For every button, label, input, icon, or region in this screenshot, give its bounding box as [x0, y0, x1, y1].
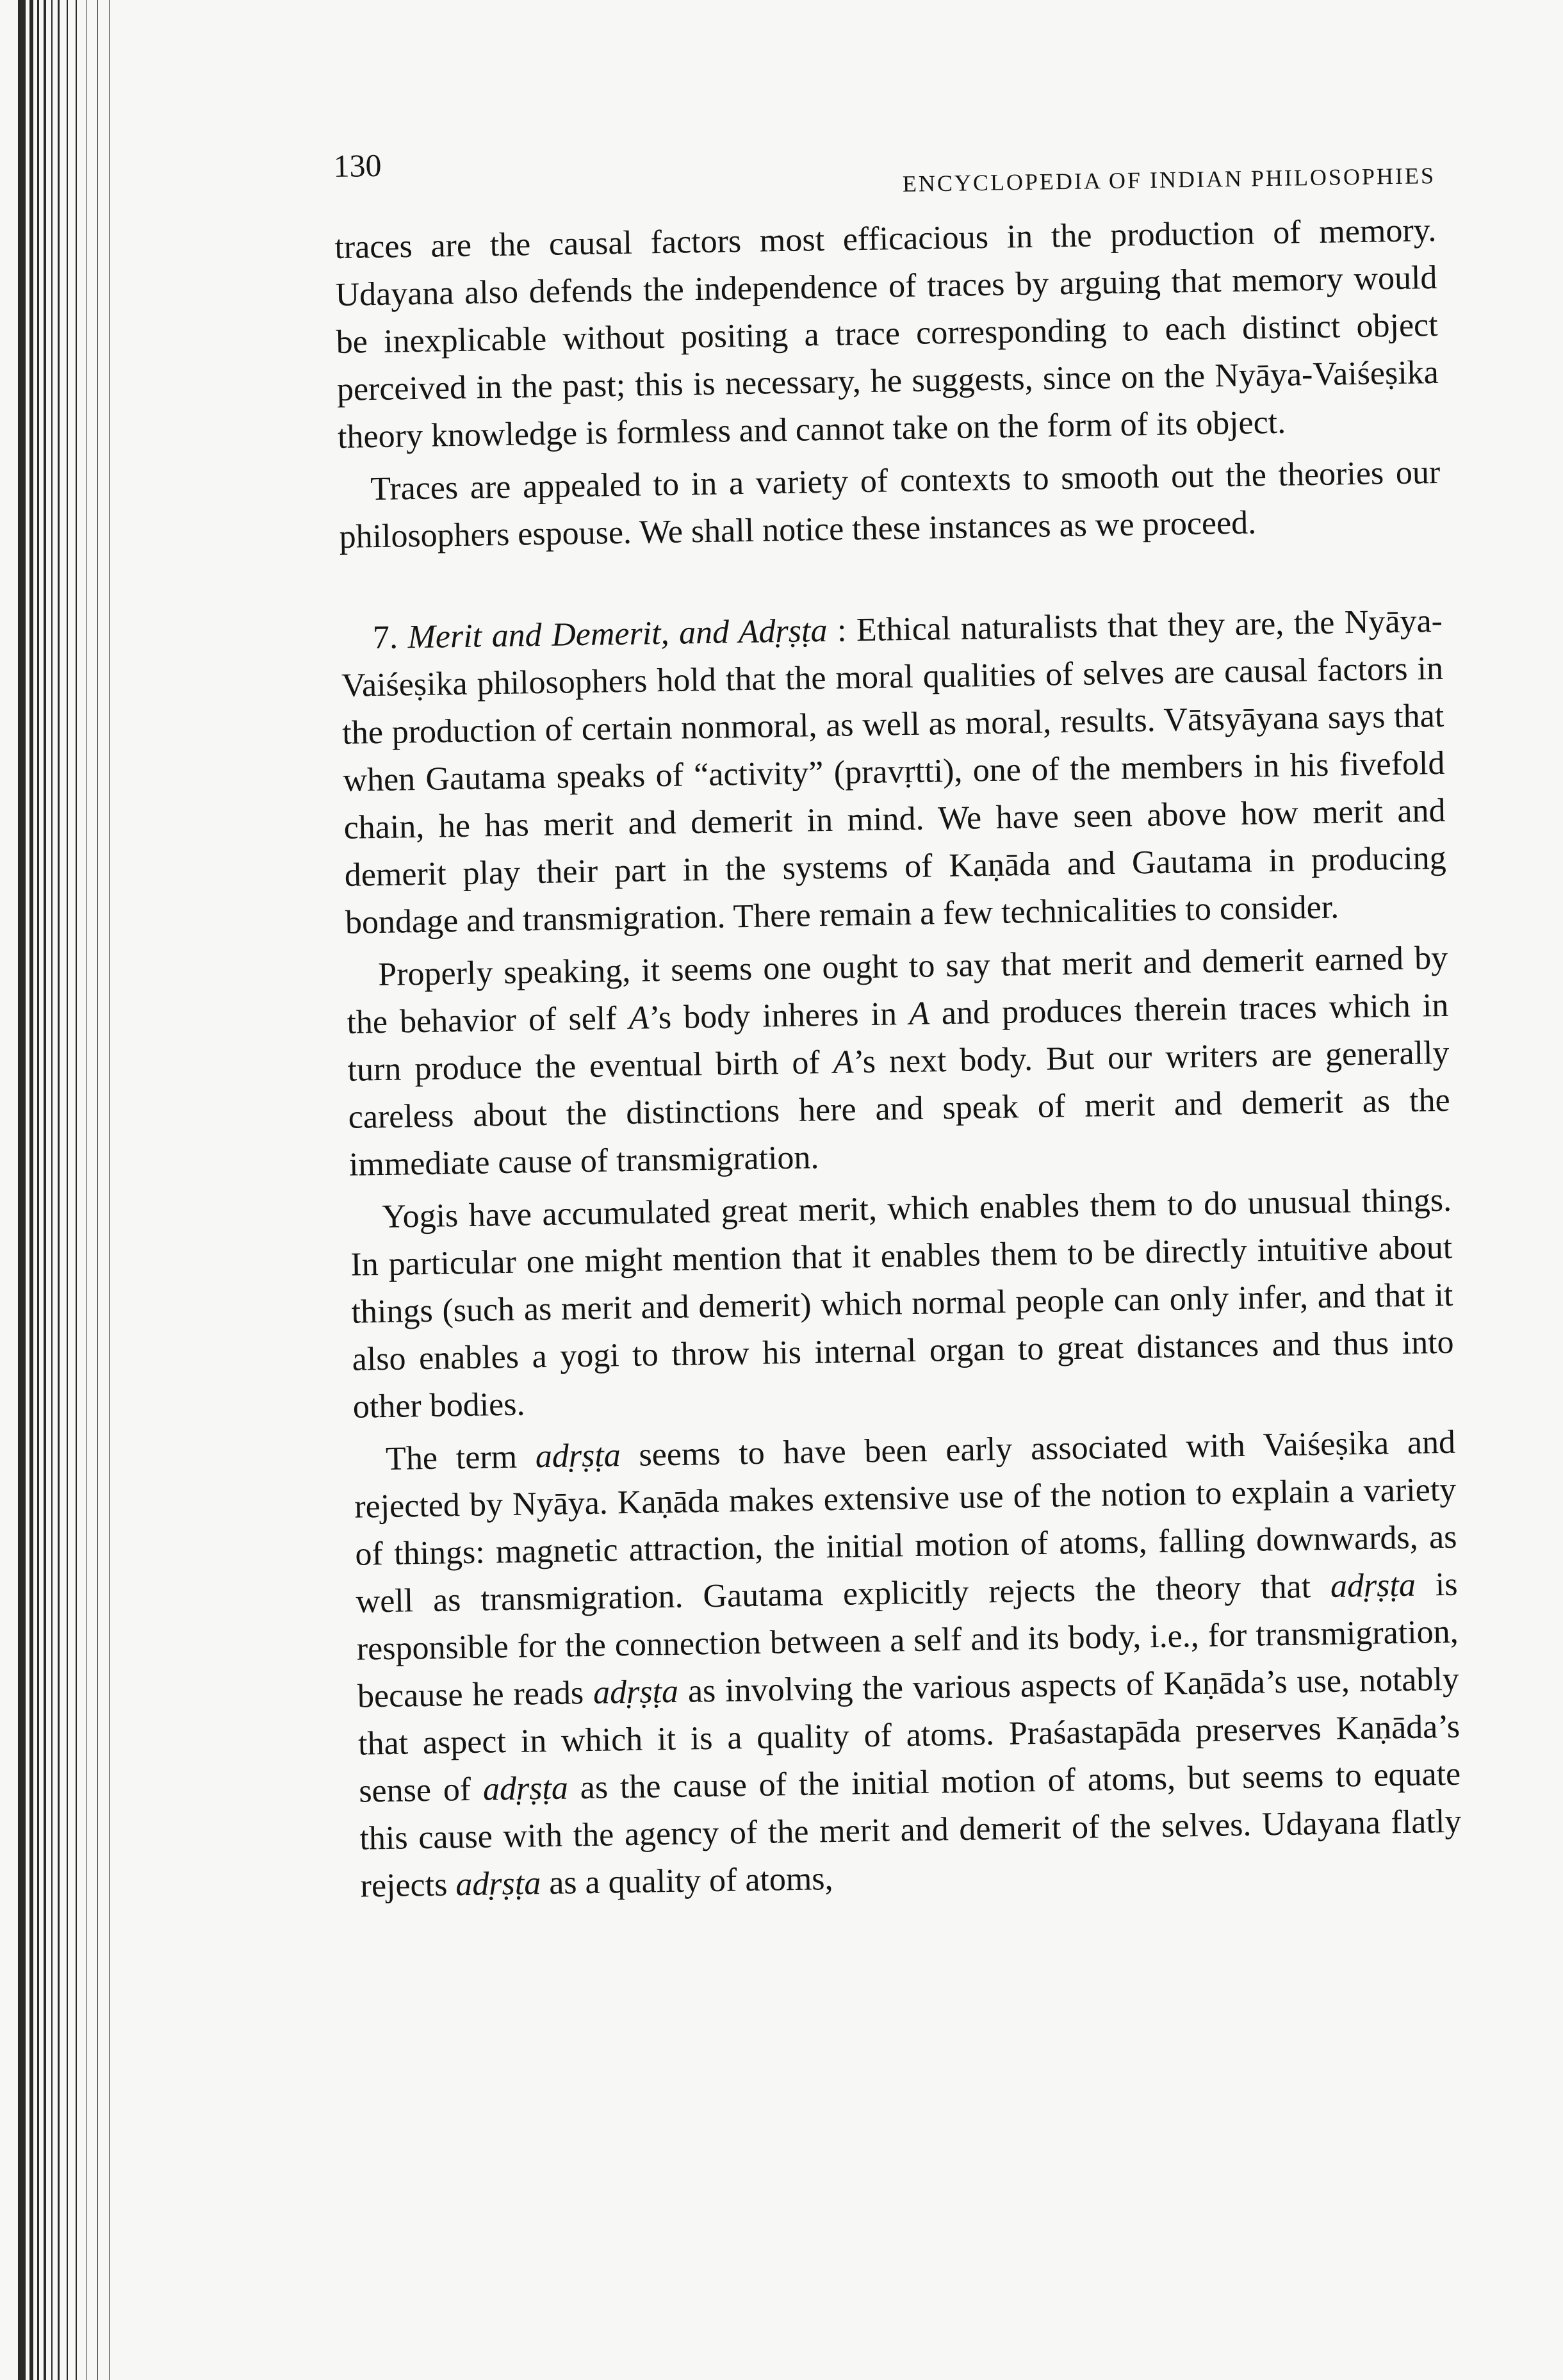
variable-a: A — [833, 1044, 854, 1081]
book-binding-edge — [0, 0, 122, 2380]
term-adrsta: adṛṣṭa — [455, 1865, 541, 1903]
term-adrsta: adṛṣṭa — [535, 1437, 621, 1475]
book-page — [333, 130, 1462, 1910]
text-segment: as the cause of the initial motion of atoms, but seems to equate this cause with the agency of the merit and demerit of the selves. Udayana flatly rejects — [359, 1755, 1462, 1905]
text-segment: Properly speaking, it seems one ought to say that merit and demerit earned by the behavior of self — [347, 939, 1448, 1041]
text-segment: as involving the various aspects of Kaṇāda’s use, notably that aspect in which it is a quality of atoms. Praśastapāda preserves Kaṇāda’s sense of — [357, 1661, 1461, 1810]
page-number: 130 — [333, 147, 382, 184]
page-body — [334, 207, 1462, 1910]
paragraph-term-adrsta — [354, 1419, 1462, 1910]
paragraph-yogis: Yogis have accumulated great merit, which enables them to do unusual things. In particular one might mention that it enables them to be directly intuitive about things (such as merit and demerit) which normal people can only infer, and that it also enables a yogi to throw his internal organ to great distances and thus into other bodies. — [350, 1181, 1454, 1425]
text-segment: and produces therein traces which in turn produce the eventual birth of — [347, 987, 1449, 1088]
text-segment: as a quality of atoms, — [540, 1860, 833, 1902]
section-number: 7. — [372, 619, 398, 657]
paragraph-traces-contexts: Traces are appealed to in a variety of contexts to smooth out the theories our philosophers espouse. We shall notice these instances as we proceed. — [339, 454, 1441, 555]
variable-a: A — [908, 995, 930, 1033]
section-7-text: Ethical naturalists that they are, the Nyāya-Vaiśeṣika philosophers hold that the moral qualities of selves are causal factors in the production of certain nonmoral, as well as moral, results. Vātsyāyana says that when Gautama speaks of “activity” (pravṛtti), one of the members in his fivefold chain, he has merit and demerit in mind. We have seen above how merit and demerit play their part in the systems of Kaṇāda and Gautama in producing bondage and transmigration. There remain a few technicalities to consider. — [341, 602, 1447, 941]
section-title: Merit and Demerit, and Adṛṣṭa — [407, 612, 828, 656]
text-segment: is responsible for the connection between a self and its body, i.e., for transmigration, because he reads — [356, 1566, 1459, 1715]
running-title: ENCYCLOPEDIA OF INDIAN PHILOSOPHIES — [902, 162, 1436, 197]
paragraph-properly-speaking — [346, 935, 1452, 1189]
text-segment: The term — [385, 1438, 536, 1477]
term-adrsta: adṛṣṭa — [593, 1673, 679, 1711]
term-adrsta: adṛṣṭa — [482, 1769, 569, 1808]
variable-a: A — [628, 999, 650, 1037]
term-adrsta: adṛṣṭa — [1330, 1566, 1416, 1605]
section-7-paragraph — [340, 598, 1447, 947]
section-title-separator: : — [827, 612, 857, 649]
paragraph-traces-memory: traces are the causal factors most efficacious in the production of memory. Udayana also defends the independence of traces by arguing that memory would be inexplicable without positing a trace corresponding to each distinct object perceived in the past; this is necessary, he suggests, since on the Nyāya-Vaiśeṣika theory knowledge is formless and cannot take on the form of its object. — [334, 211, 1439, 455]
text-segment: ’s next body. But our writers are generally careless about the distinctions here and speak of merit and demerit as the immediate cause of transmigration. — [348, 1034, 1451, 1183]
text-segment: ’s body inheres in — [648, 996, 910, 1037]
text-segment: seems to have been early associated with Vaiśeṣika and rejected by Nyāya. Kaṇāda makes extensive use of the notion to explain a variety of things: magnetic attraction, the initial motion of atoms, falling downwards, as well as transmigration. Gautama explicitly rejects the theory that — [354, 1424, 1457, 1620]
